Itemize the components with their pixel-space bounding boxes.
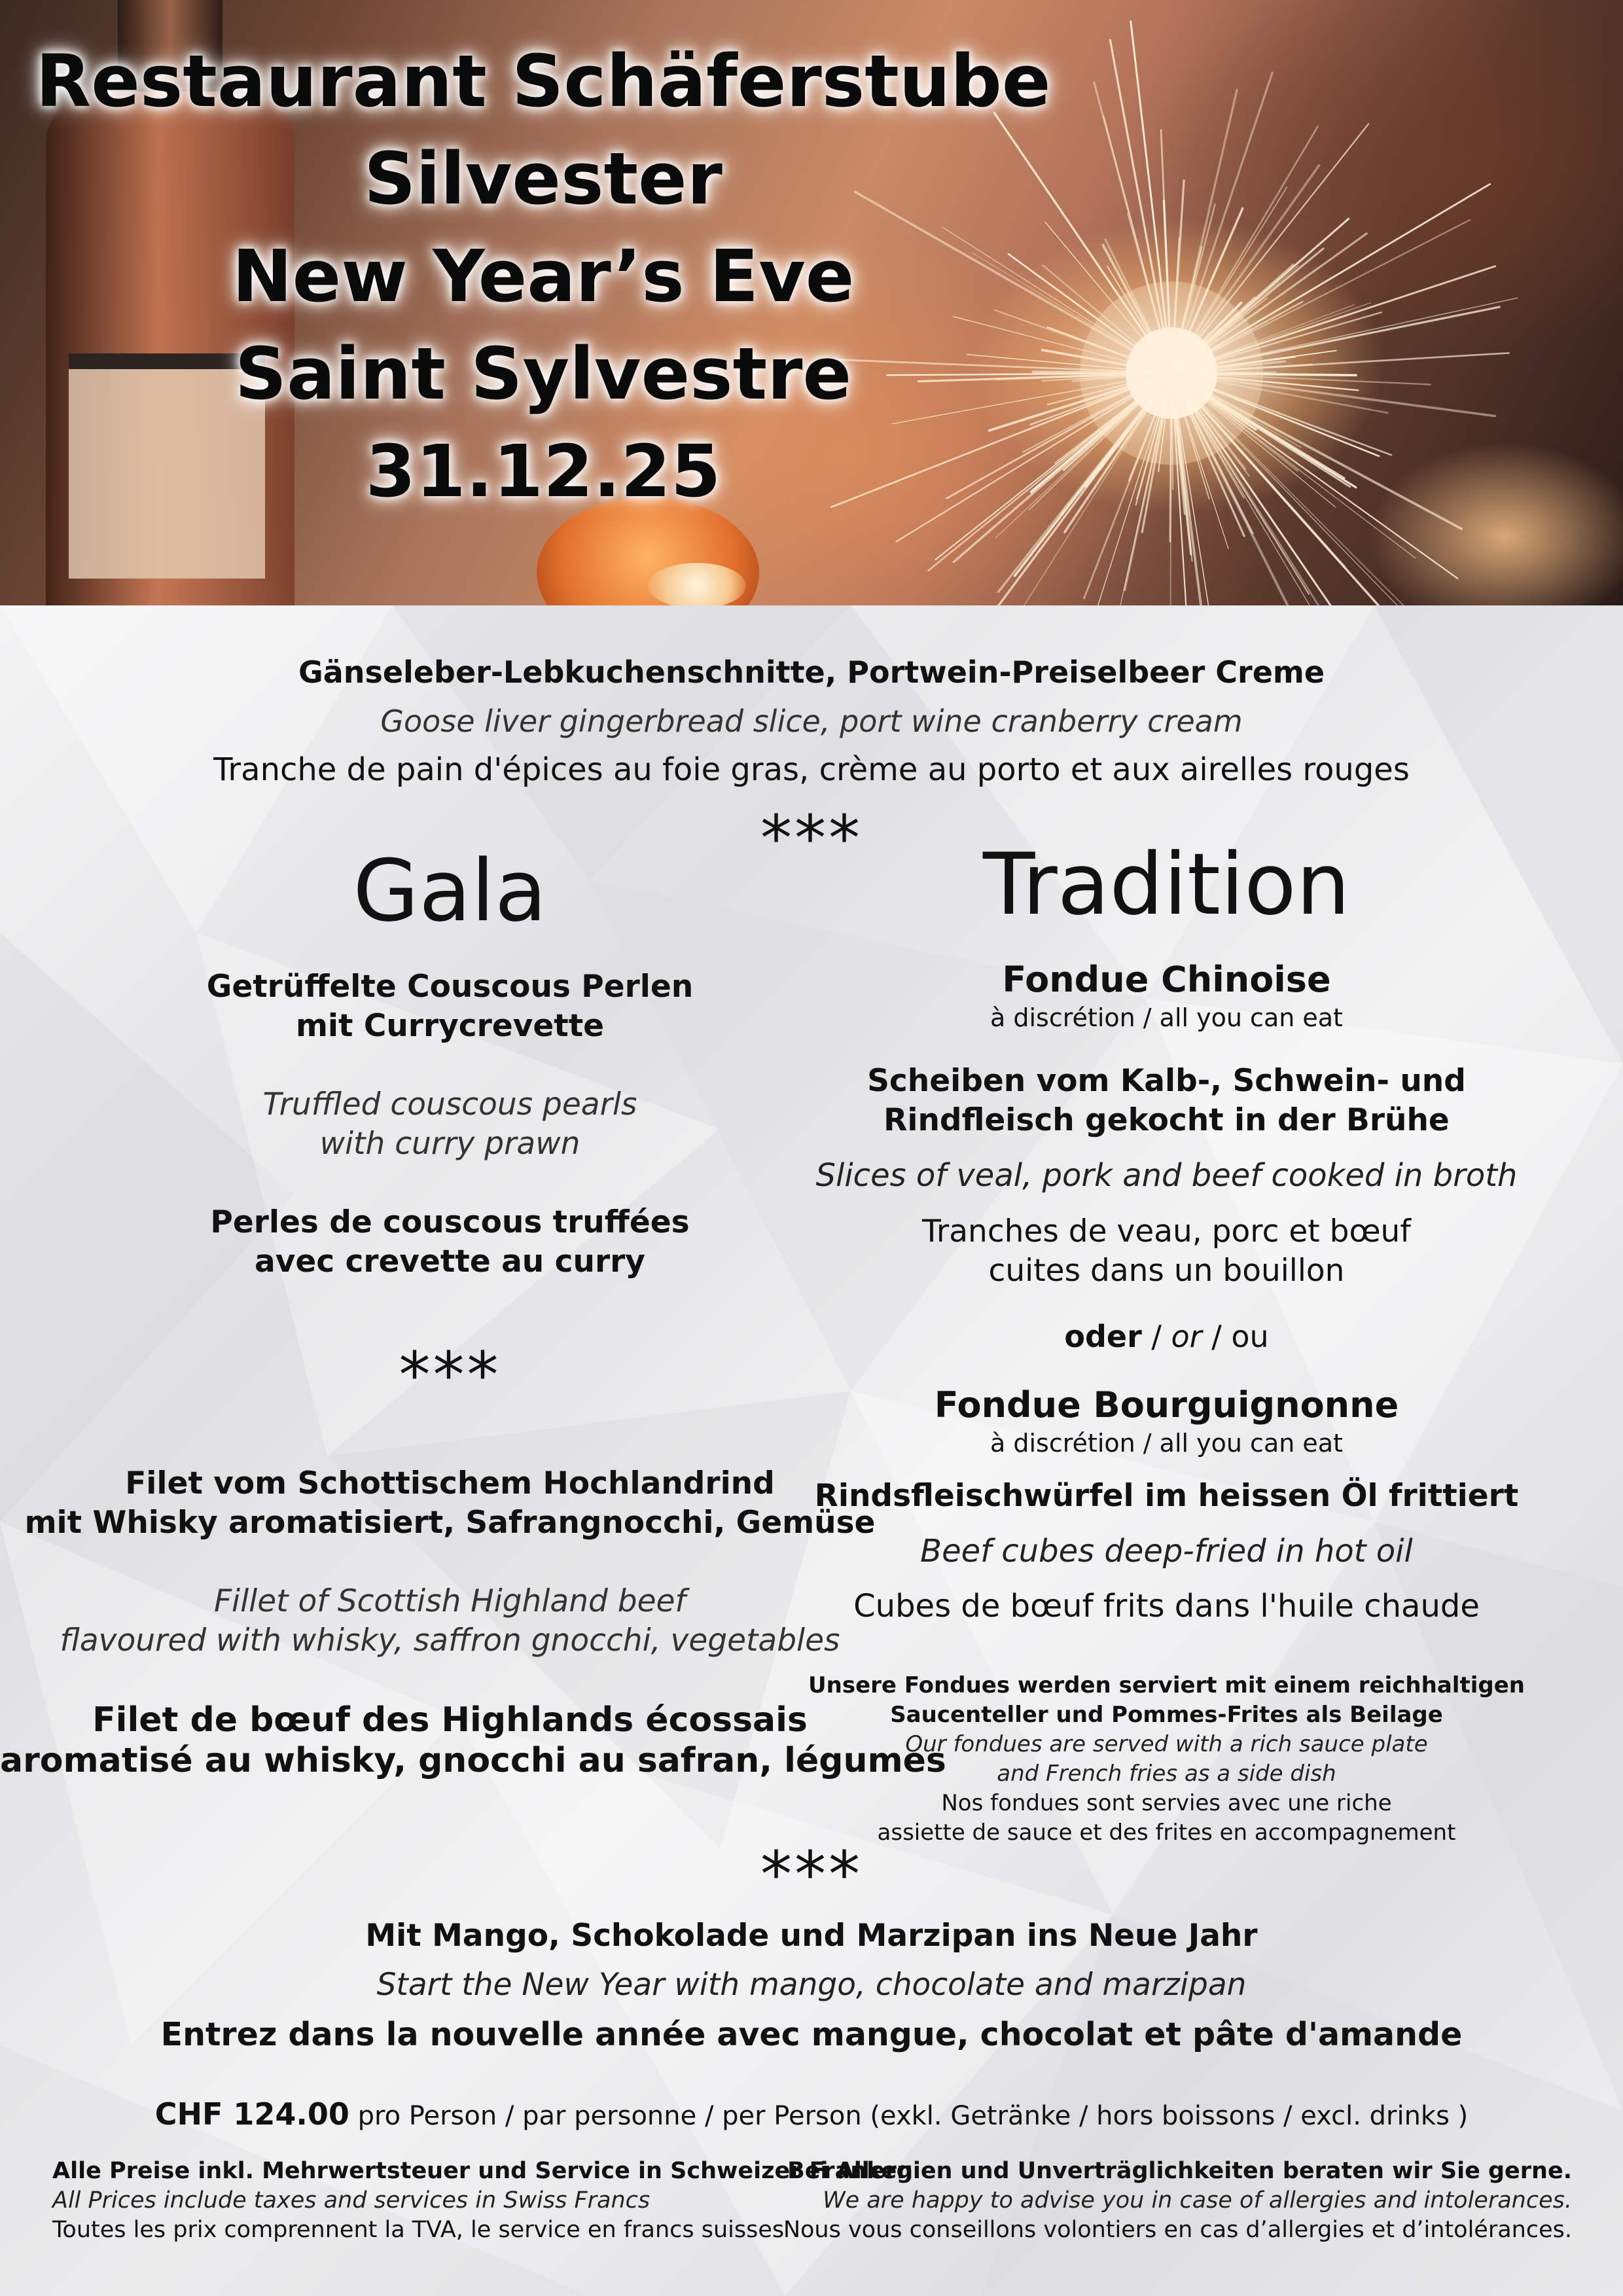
price-details: pro Person / par personne / per Person (exkl. Getränke / hors boissons / excl. drinks ) [349,2101,1469,2131]
title-line: New Year’s Eve [232,234,855,318]
fondue-bourguignonne-fr: Cubes de bœuf frits dans l'huile chaude [853,1588,1480,1624]
gala-heading: Gala [353,841,547,941]
fondue-chinoise-fr: Tranches de veau, porc et bœuf cuites dans un bouillon [922,1213,1411,1289]
fondue-notes-de: Unsere Fondues werden serviert mit einem reichhaltigen Saucenteller und Pommes-Frites als Beilage [808,1672,1525,1728]
hero-banner [0,0,1623,605]
footer-right: Bei Allergien und Unverträglichkeiten beraten wir Sie gerne. We are happy to advise you in case of allergies and intolerances. Nous vous conseillons volontiers en cas d’allergies et d’intolérances. [783,2158,1572,2243]
fondue-chinoise-en: Slices of veal, pork and beef cooked in broth [815,1157,1518,1194]
footer-left: Alle Preise inkl. Mehrwertsteuer und Service in Schweizer Franken All Prices include taxes and services in Swiss Francs Toutes les prix comprennent la TVA, le service en francs suisses [52,2158,914,2243]
tradition-heading: Tradition [982,834,1351,934]
title-line: Saint Sylvestre [234,332,852,416]
separator-stars: *** [760,802,863,875]
gala-course1-de: Getrüffelte Couscous Perlen mit Currycrevette [206,969,694,1044]
price-amount: CHF 124.00 [154,2096,349,2132]
fondue-chinoise-title: Fondue Chinoise [1002,959,1331,1000]
dessert-fr: Entrez dans la nouvelle année avec mangue, chocolat et pâte d'amande [160,2016,1463,2053]
price-line [0,2096,1623,2132]
or-separator: oder / or / ou [1064,1319,1269,1354]
gala-course2-en: Fillet of Scottish Highland beef flavoured with whisky, saffron gnocchi, vegetables [60,1583,840,1659]
title-line: Restaurant Schäferstube [35,39,1051,123]
gala-course2-de: Filet vom Schottischem Hochlandrind mit Whisky aromatisiert, Safrangnocchi, Gemüse [24,1465,876,1541]
gala-course2-fr: Filet de bœuf des Highlands écossais aromatisé au whisky, gnocchi au safran, légumes [0,1700,946,1780]
gala-course1-en: Truffled couscous pearls with curry prawn [262,1086,637,1162]
fondue-bourguignonne-title: Fondue Bourguignonne [934,1384,1399,1426]
gala-course1-fr: Perles de couscous truffées avec crevette au curry [210,1204,690,1280]
fondue-notes-fr: Nos fondues sont servies avec une riche assiette de sauce et des frites en accompagnement [877,1790,1456,1846]
starter-fr: Tranche de pain d'épices au foie gras, crème au porto et aux airelles rouges [213,751,1410,788]
page-title [26,33,1060,520]
title-line: Silvester [364,137,722,221]
starter-de: Gänseleber-Lebkuchenschnitte, Portwein-Preiselbeer Creme [298,655,1325,690]
fondue-bourguignonne-de: Rindsfleischwürfel im heissen Öl frittiert [814,1478,1519,1514]
dessert-en: Start the New Year with mango, chocolate and marzipan [376,1967,1247,2003]
dessert-de: Mit Mango, Schokolade und Marzipan ins Neue Jahr [365,1918,1258,1954]
fondue-notes-en: Our fondues are served with a rich sauce plate and French fries as a side dish [905,1731,1428,1787]
fondue-bourguignonne-sub: à discrétion / all you can eat [990,1429,1343,1458]
title-line: 31.12.25 [365,429,721,513]
fondue-bourguignonne-en: Beef cubes deep-fried in hot oil [920,1533,1413,1570]
separator-stars: *** [399,1338,501,1412]
starter-en: Goose liver gingerbread slice, port wine cranberry cream [380,704,1243,739]
separator-stars: *** [760,1838,863,1911]
fondue-chinoise-de: Scheiben vom Kalb-, Schwein- und Rindfleisch gekocht in der Brühe [867,1063,1466,1138]
fondue-chinoise-sub: à discrétion / all you can eat [990,1003,1343,1032]
